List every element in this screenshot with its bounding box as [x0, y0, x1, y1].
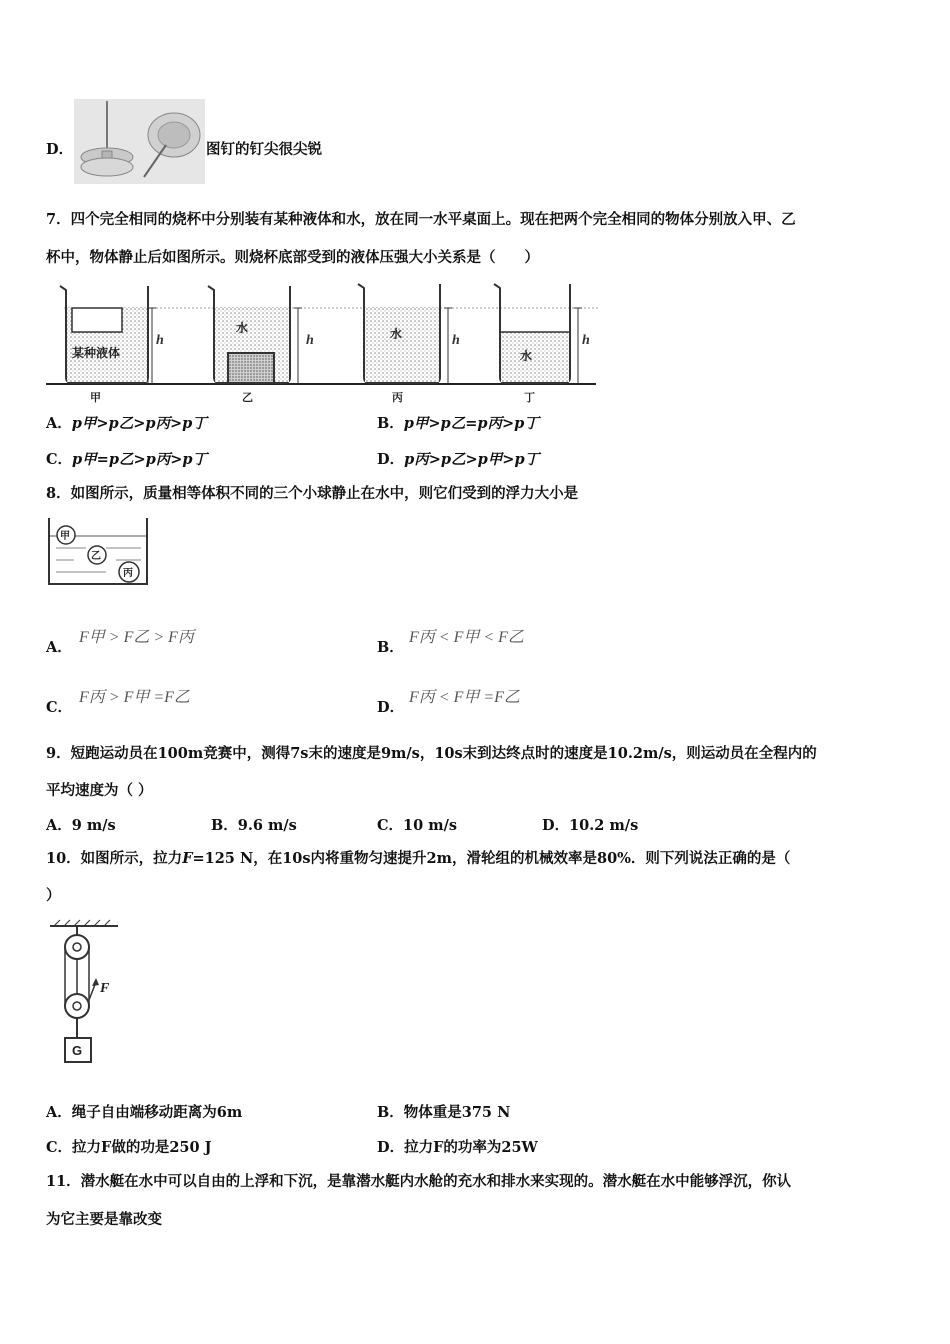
q8-option-c-label: C． — [46, 699, 73, 716]
q9-stem-line2: 平均速度为（ ） — [46, 782, 153, 799]
q7-option-a-text: p甲>p乙>p丙>p丁 — [71, 415, 207, 432]
q7-beaker-label-jia: 甲 — [90, 391, 101, 404]
q10-stem-line2: ） — [46, 887, 61, 904]
q7-water-label-ding: 水 — [520, 349, 533, 363]
q8-ball-jia: 甲 — [60, 531, 70, 542]
q7-water-label-bing: 水 — [390, 327, 403, 341]
q9-option-a: A．9 m/s — [46, 817, 116, 834]
q10-stem-force: F — [182, 850, 193, 867]
q9-option-d: D．10.2 m/s — [542, 817, 639, 834]
q7-option-b-label: B． — [377, 415, 404, 432]
q7-option-b-text: p甲>p乙=p丙>p丁 — [403, 415, 539, 432]
q8-stem: 8．如图所示，质量相等体积不同的三个小球静止在水中，则它们受到的浮力大小是 — [46, 485, 579, 502]
q7-option-a — [46, 414, 207, 434]
q8-balls-figure — [46, 516, 152, 588]
q7-h-label-4: h — [582, 333, 590, 348]
q7-beaker-label-bing: 丙 — [392, 391, 403, 404]
q10-weight-label: G — [72, 1043, 83, 1058]
q7-option-d-text: p丙>p乙>p甲>p丁 — [404, 451, 540, 468]
q7-option-a-label: A． — [46, 415, 72, 432]
q10-pulley-figure — [46, 920, 126, 1066]
q7-option-b — [377, 414, 539, 434]
q8-ball-bing: 丙 — [123, 568, 133, 579]
q8-ball-yi: 乙 — [91, 551, 101, 562]
q8-option-c-expr: F丙 > F甲 =F乙 — [79, 689, 190, 706]
q6-option-d-label: D． — [46, 141, 74, 158]
q10-force-label: F — [100, 981, 110, 996]
q10-option-a: A．绳子自由端移动距离为6m — [46, 1104, 243, 1121]
q11-stem-line2: 为它主要是靠改变 — [46, 1211, 162, 1228]
q7-h-label-1: h — [156, 333, 164, 348]
q10-option-b: B．物体重是375 N — [377, 1104, 511, 1121]
q8-option-a-label: A． — [46, 639, 72, 656]
q7-stem-line2: 杯中，物体静止后如图所示。则烧杯底部受到的液体压强大小关系是（ ） — [46, 249, 539, 266]
q7-option-c — [46, 450, 207, 470]
q10-option-d: D．拉力F的功率为25W — [377, 1139, 538, 1156]
q6-option-d-text: 图钉的钉尖很尖锐 — [206, 141, 322, 158]
q8-option-d-expr: F丙 < F甲 =F乙 — [409, 689, 520, 706]
q11-stem-line1: 11．潜水艇在水中可以自由的上浮和下沉，是靠潜水艇内水舱的充水和排水来实现的。潜水艇在水中能够浮沉，你认 — [46, 1173, 792, 1190]
q7-beaker-label-yi: 乙 — [242, 391, 253, 404]
q9-option-c: C．10 m/s — [377, 817, 458, 834]
q7-option-d — [377, 450, 539, 470]
q10-stem-part-a: 10．如图所示，拉力 — [46, 850, 183, 867]
q9-option-b: B．9.6 m/s — [211, 817, 297, 834]
q7-water-label-yi: 水 — [236, 321, 249, 335]
q7-liquid-label: 某种液体 — [72, 346, 121, 360]
q10-stem-part-b: =125 N，在10s内将重物匀速提升2m，滑轮组的机械效率是80%．则下列说法正确的是（ — [192, 850, 791, 867]
q7-option-c-label: C． — [46, 451, 73, 468]
q7-beakers-figure — [46, 280, 600, 405]
q10-option-c: C．拉力F做的功是250 J — [46, 1139, 212, 1156]
q7-h-label-2: h — [306, 333, 314, 348]
q7-option-d-label: D． — [377, 451, 405, 468]
q8-option-a-expr: F甲 > F乙 > F丙 — [79, 629, 194, 646]
q8-option-b-expr: F丙 < F甲 < F乙 — [409, 629, 524, 646]
q7-beaker-label-ding: 丁 — [524, 391, 535, 404]
q8-option-d-label: D． — [377, 699, 405, 716]
q7-stem-line1: 7．四个完全相同的烧杯中分别装有某种液体和水，放在同一水平桌面上。现在把两个完全相同的物体分别放入甲、乙 — [46, 211, 796, 228]
q7-h-label-3: h — [452, 333, 460, 348]
thumbtack-image — [74, 99, 205, 184]
q10-stem-line1 — [46, 849, 790, 869]
q8-option-b-label: B． — [377, 639, 404, 656]
q9-stem-line1: 9．短跑运动员在100m竞赛中，测得7s末的速度是9m/s，10s末到达终点时的速度是10.2m/s，则运动员在全程内的 — [46, 745, 817, 762]
q7-option-c-text: p甲=p乙>p丙>p丁 — [72, 451, 208, 468]
